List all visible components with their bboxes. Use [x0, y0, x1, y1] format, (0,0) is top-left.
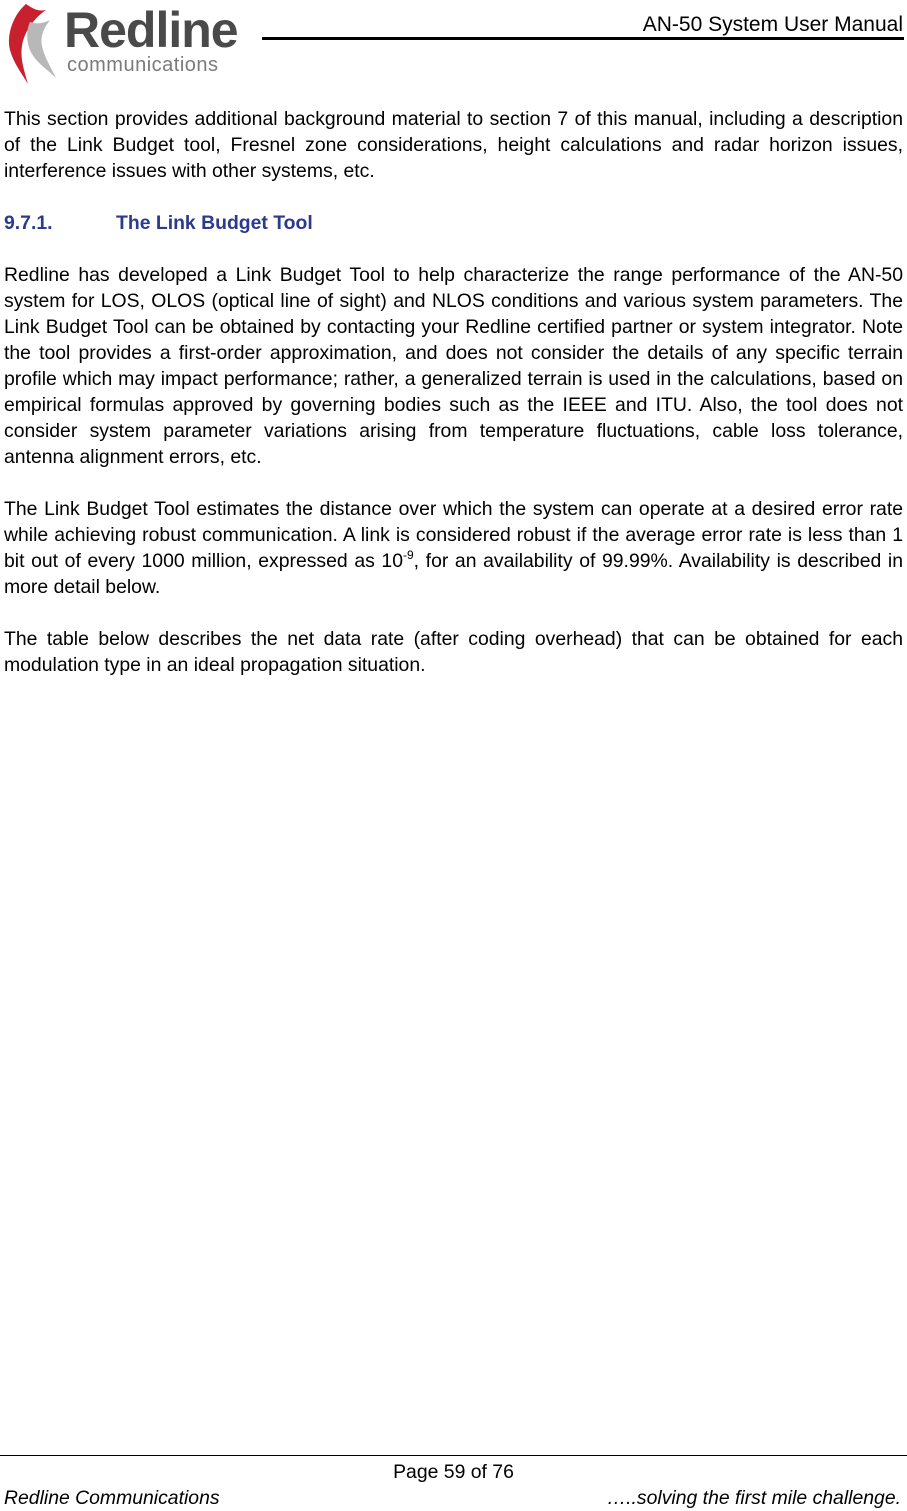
- error-rate-paragraph: [4, 496, 903, 600]
- data-rate-paragraph: The table below describes the net data rate (after coding overhead) that can be obtained for each modulation type in an ideal propagation situation.: [4, 628, 903, 676]
- section-title: The Link Budget Tool: [116, 212, 313, 234]
- error-rate-text-b: , for an availability of 99.99%. Availability is described in more detail below.: [4, 550, 903, 598]
- footer-divider: [0, 1455, 907, 1456]
- error-rate-text-a: The Link Budget Tool estimates the distance over which the system can operate at a desired error rate while achieving robust communication. A link is considered robust if the average error rate is less than 1 bit out of every 1000 million, expressed as 10: [4, 498, 903, 572]
- intro-paragraph: This section provides additional background material to section 7 of this manual, including a description of the Link Budget tool, Fresnel zone considerations, height calculations and radar horizon issues, interference issues with other systems, etc.: [4, 108, 903, 182]
- section-heading: [4, 210, 903, 236]
- section-number: 9.7.1.: [4, 212, 53, 234]
- redline-logo: [4, 0, 264, 86]
- logo-wordmark: Redline: [64, 2, 238, 58]
- logo-subtitle: communications: [67, 54, 219, 76]
- page-header: [0, 0, 907, 90]
- link-budget-paragraph: Redline has developed a Link Budget Tool to help characterize the range performance of the AN-50 system for LOS, OLOS (optical line of sight) and NLOS conditions and various system parameters. The Link Budget Tool can be obtained by contacting your Redline certified partner or system integrator. Note the tool provides a first-order approximation, and does not consider the details of any specific terrain profile which may impact performance; rather, a generalized terrain is used in the calculations, based on empirical formulas approved by governing bodies such as the IEEE and ITU. Also, the tool does not consider system parameter variations arising from temperature fluctuations, cable loss tolerance, antenna alignment errors, etc.: [4, 264, 903, 468]
- redline-swoosh-icon: [4, 0, 64, 86]
- document-title: AN-50 System User Manual: [642, 13, 903, 36]
- footer-tagline: …..solving the first mile challenge.: [606, 1487, 901, 1509]
- footer-company: Redline Communications: [4, 1487, 220, 1509]
- page-content: [4, 106, 903, 704]
- page-number: Page 59 of 76: [393, 1461, 514, 1483]
- exponent: -9: [403, 548, 414, 562]
